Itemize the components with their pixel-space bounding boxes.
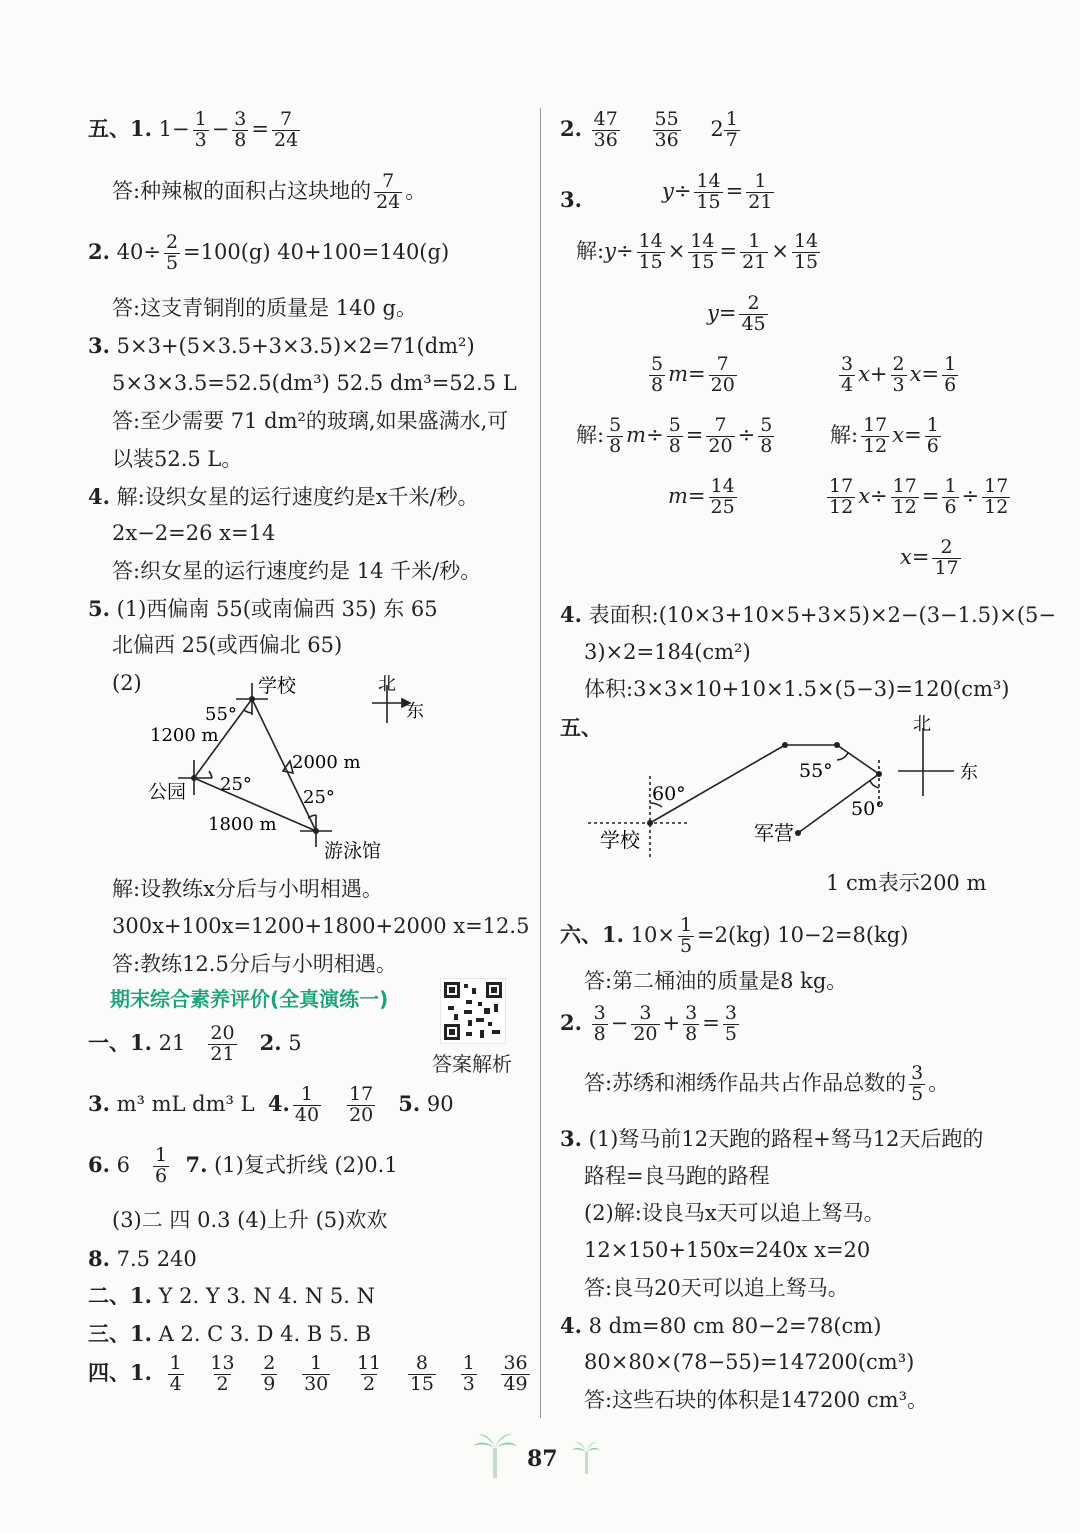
q5-2-expression: 2. 40÷ $\frac{2}{5}$ =100(g) 40+100=140(g) xyxy=(88,231,450,274)
r6-1-answer: 答:第二桶油的质量是8 kg。 xyxy=(584,969,848,993)
label-school: 学校 xyxy=(600,828,640,852)
r6-3-line2: 路程=良马跑的路程 xyxy=(584,1164,770,1188)
r3c-eq1: $\frac{3}{4}$ x+ $\frac{2}{3}$ x= $\frac{1}{6}$ xyxy=(841,353,957,396)
compass-east: 东 xyxy=(406,701,424,722)
angle-25-park: 25° xyxy=(220,774,252,795)
dist-1800: 1800 m xyxy=(208,814,277,835)
page-number: 87 xyxy=(527,1446,558,1472)
q5-4-answer: 答:织女星的运行速度约是 14 千米/秒。 xyxy=(112,559,482,583)
small-palm-icon xyxy=(570,1440,602,1476)
point-pool xyxy=(313,828,319,834)
part1-row4: (3)二 四 0.3 (4)上升 (5)欢欢 xyxy=(112,1208,388,1232)
r3c-eq3: $\frac{17}{12}$ x÷ $\frac{17}{12}$ = $\frac{1}{6}$ ÷ $\frac{17}{12}$ xyxy=(829,475,1009,518)
r3c-eq2: 解: $\frac{17}{12}$ x= $\frac{1}{6}$ xyxy=(830,414,939,457)
column-divider xyxy=(540,108,541,1418)
compass-north: 北 xyxy=(378,674,396,695)
part1-row2: 3. m³ mL dm³ L 4. $\frac{1}{40}$ $\frac{17}{20}$ 5. 90 xyxy=(88,1083,454,1126)
r3-eq1: y÷ $\frac{14}{15}$ = $\frac{1}{21}$ xyxy=(662,170,773,213)
label-school: 学校 xyxy=(258,675,297,697)
r5-label: 五、 xyxy=(560,715,602,740)
r6-3-answer: 答:良马20天可以追上驽马。 xyxy=(584,1276,849,1300)
q5-1-answer: 答:种辣椒的面积占这块地的 $\frac{7}{24}$ 。 xyxy=(112,170,427,213)
r4-line1: 4. 表面积:(10×3+10×5+3×5)×2−(3−1.5)×(5− xyxy=(560,602,1056,627)
point-turn2 xyxy=(834,742,840,748)
point-park xyxy=(191,775,197,781)
point-school xyxy=(647,820,653,826)
route-seg3 xyxy=(837,745,879,774)
r3b-eq1: $\frac{5}{8}$ m= $\frac{7}{20}$ xyxy=(651,353,735,396)
exam-title: 期末综合素养评价(全真演练一) xyxy=(110,987,389,1011)
r4-line3: 体积:3×3×10+10×1.5×(5−3)=120(cm³) xyxy=(584,677,1010,701)
qr-code[interactable] xyxy=(440,978,506,1044)
q5-3-line1: 3. 5×3+(5×3.5+3×3.5)×2=71(dm²) xyxy=(88,333,475,358)
r3-label: 3. xyxy=(560,187,582,212)
part1-row3: 6. 6 $\frac{1}{6}$ 7. (1)复式折线 (2)0.1 xyxy=(88,1144,398,1187)
r6-3-line4: 12×150+150x=240x x=20 xyxy=(584,1238,871,1262)
r6-4-answer: 答:这些石块的体积是147200 cm³。 xyxy=(584,1388,929,1412)
q5-1-expression: 五、1. 1− $\frac{1}{3}$ − $\frac{3}{8}$ = $\frac{7}{24}$ xyxy=(88,108,299,151)
q5-5-sol1: 解:设教练x分后与小明相遇。 xyxy=(112,877,383,901)
q5-5-answer: 答:教练12.5分后与小明相遇。 xyxy=(112,952,397,976)
q5-3-answer1: 答:至少需要 71 dm²的玻璃,如果盛满水,可 xyxy=(112,409,509,433)
part1-row1: 一、1. 21 $\frac{20}{21}$ 2. 5 xyxy=(88,1022,302,1065)
q5-2-answer: 答:这支青铜削的质量是 140 g。 xyxy=(112,296,417,320)
angle-50: 50° xyxy=(851,798,885,820)
label-camp: 军营 xyxy=(754,821,794,845)
q5-5-part2: (2) xyxy=(112,671,142,695)
r3-eq2: 解:y÷ $\frac{14}{15}$ × $\frac{14}{15}$ = $\frac{1}{21}$ × $\frac{14}{15}$ xyxy=(576,230,819,273)
q5-4-line2: 2x−2=26 x=14 xyxy=(112,521,276,545)
r6-2-answer: 答:苏绣和湘绣作品共占作品总数的 $\frac{3}{5}$ 。 xyxy=(584,1062,950,1105)
direction-diagram-1 xyxy=(140,665,440,870)
r6-3-line3: (2)解:设良马x天可以追上驽马。 xyxy=(584,1201,885,1225)
r6-1-expression: 六、1. 10× $\frac{1}{5}$ =2(kg) 10−2=8(kg) xyxy=(560,914,909,957)
point-turn1 xyxy=(782,742,788,748)
q5-3-line2: 5×3×3.5=52.5(dm³) 52.5 dm³=52.5 L xyxy=(112,371,517,395)
r3b-eq3: m= $\frac{14}{25}$ xyxy=(668,475,735,518)
r3-eq3: y= $\frac{2}{45}$ xyxy=(707,292,766,335)
r3c-eq4: x= $\frac{2}{17}$ xyxy=(900,536,959,579)
angle-55: 55° xyxy=(205,704,237,725)
angle-55: 55° xyxy=(799,760,833,782)
q5-5-line2: 北偏西 25(或西偏北 65) xyxy=(112,633,343,657)
r3b-eq2: 解: $\frac{5}{8}$ m÷ $\frac{5}{8}$ = $\frac{7}{20}$ ÷ $\frac{5}{8}$ xyxy=(576,414,773,457)
part1-row5: 8. 7.5 240 xyxy=(88,1246,197,1271)
part4-row: 四、1. $\frac{1}{4}$ $\frac{13}{2}$ $\frac{2}{9}$ $\frac{1}{30}$ $\frac{11}{2}$ $\frac{8}{15}$ $\frac{1}{3}$ $\frac{36}{49}$ xyxy=(88,1352,528,1395)
point-turn3 xyxy=(876,771,882,777)
r6-2-expression: 2. $\frac{3}{8}$ − $\frac{3}{20}$ + $\frac{3}{8}$ = $\frac{3}{5}$ xyxy=(560,1002,737,1045)
r2-row: 2. $\frac{47}{36}$ $\frac{55}{36}$ 2 $\frac{1}{7}$ xyxy=(560,108,738,151)
r4-line2: 3)×2=184(cm²) xyxy=(584,640,751,664)
angle-60: 60° xyxy=(652,783,686,805)
angle-25-pool: 25° xyxy=(303,787,335,808)
r6-4-line2: 80×80×(78−55)=147200(cm³) xyxy=(584,1350,915,1374)
palm-tree-icon xyxy=(470,1430,520,1480)
q5-3-answer2: 以装52.5 L。 xyxy=(112,447,243,471)
qr-label: 答案解析 xyxy=(432,1052,512,1076)
part2-row: 二、1. Y 2. Y 3. N 4. N 5. N xyxy=(88,1283,376,1308)
q5-4-line1: 4. 解:设织女星的运行速度约是x千米/秒。 xyxy=(88,484,479,509)
q5-5-sol2: 300x+100x=1200+1800+2000 x=12.5 xyxy=(112,914,530,938)
compass-north: 北 xyxy=(913,714,931,735)
q5-5-line1: 5. (1)西偏南 55(或南偏西 35) 东 65 xyxy=(88,596,438,621)
r6-4-line1: 4. 8 dm=80 cm 80−2=78(cm) xyxy=(560,1313,882,1338)
label-pool: 游泳馆 xyxy=(324,840,382,862)
label-park: 公园 xyxy=(148,781,187,803)
point-camp xyxy=(795,830,801,836)
part3-row: 三、1. A 2. C 3. D 4. B 5. B xyxy=(88,1321,372,1346)
dist-2000: 2000 m xyxy=(292,752,361,773)
r6-3-line1: 3. (1)驽马前12天跑的路程+驽马12天后跑的 xyxy=(560,1126,984,1151)
scale-note: 1 cm表示200 m xyxy=(826,871,987,895)
dist-1200: 1200 m xyxy=(150,725,219,746)
point-school xyxy=(249,696,255,702)
compass-east: 东 xyxy=(960,762,978,783)
